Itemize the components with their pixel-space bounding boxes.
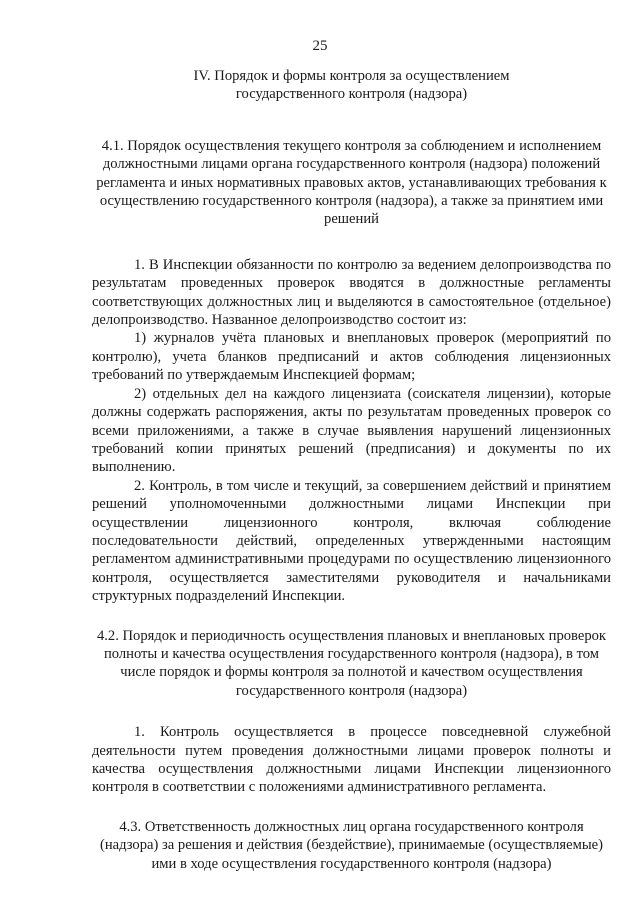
page-number: 25 <box>312 38 328 54</box>
chapter-title-line-1: IV. Порядок и формы контроля за осуществлением <box>193 68 510 84</box>
chapter-title-line-2: государственного контроля (надзора) <box>235 86 468 103</box>
chapter-title <box>92 67 611 104</box>
section-4-1-paragraph-3: 2) отдельных дел на каждого лицензиата (соискателя лицензии), которые должны содержать распоряжения, акты по результатам проведенных проверок со всеми приложениями, а также в случае выявления нарушений лицензионных требований копии принятых решений (предписания) и документы по их выполнению. <box>92 385 611 476</box>
document-body <box>92 67 611 873</box>
section-4-1-paragraph-2: 1) журналов учёта плановых и внеплановых проверок (мероприятий по контролю), учета бланков предписаний и актов соблюдения лицензионных требований по утверждаемым Инспекцией формам; <box>92 330 611 384</box>
section-4-1-title: 4.1. Порядок осуществления текущего контроля за соблюдением и исполнением должностными лицами органа государственного контроля (надзора) положений регламента и иных нормативных правовых актов, устанавливающих требования к осуществлению государственного контроля (надзора), а также за принятием ими решений <box>96 137 607 228</box>
section-4-1-paragraph-1: 1. В Инспекции обязанности по контролю за ведением делопроизводства по результатам проведенных проверок вводятся в должностные регламенты соответствующих должностных лиц и выделяются в самостоятельное (отдельное) делопроизводство. Названное делопроизводство состоит из: <box>92 256 611 329</box>
section-4-2-title: 4.2. Порядок и периодичность осуществления плановых и внеплановых проверок полноты и качества осуществления государственного контроля (надзора), в том числе порядок и формы контроля за полнотой и качеством осуществления государственного контроля (надзора) <box>96 627 607 699</box>
section-4-3-title: 4.3. Ответственность должностных лиц органа государственного контроля (надзора) за решения и действия (бездействие), принимаемые (осуществляемые) ими в ходе осуществления государственного контроля (надзора) <box>100 818 603 872</box>
section-4-2-body <box>92 723 611 797</box>
section-4-1-body <box>92 256 611 606</box>
section-4-2-paragraph-1: 1. Контроль осуществляется в процессе повседневной служебной деятельности путем проведения должностными лицами проверок полноты и качества осуществления должностными лицами Инспекции лицензионного контроля в соответствии с положениями административного регламента. <box>92 724 611 796</box>
section-4-1-paragraph-4: 2. Контроль, в том числе и текущий, за совершением действий и принятием решений уполномоченными должностными лицами Инспекции при осуществлении лицензионного контроля, включая соблюдение последовательности действий, определенных утвержденными настоящим регламентом административными процедурами по осуществлению лицензионного контроля, осуществляется заместителями руководителя и начальниками структурных подразделений Инспекции. <box>92 477 611 605</box>
